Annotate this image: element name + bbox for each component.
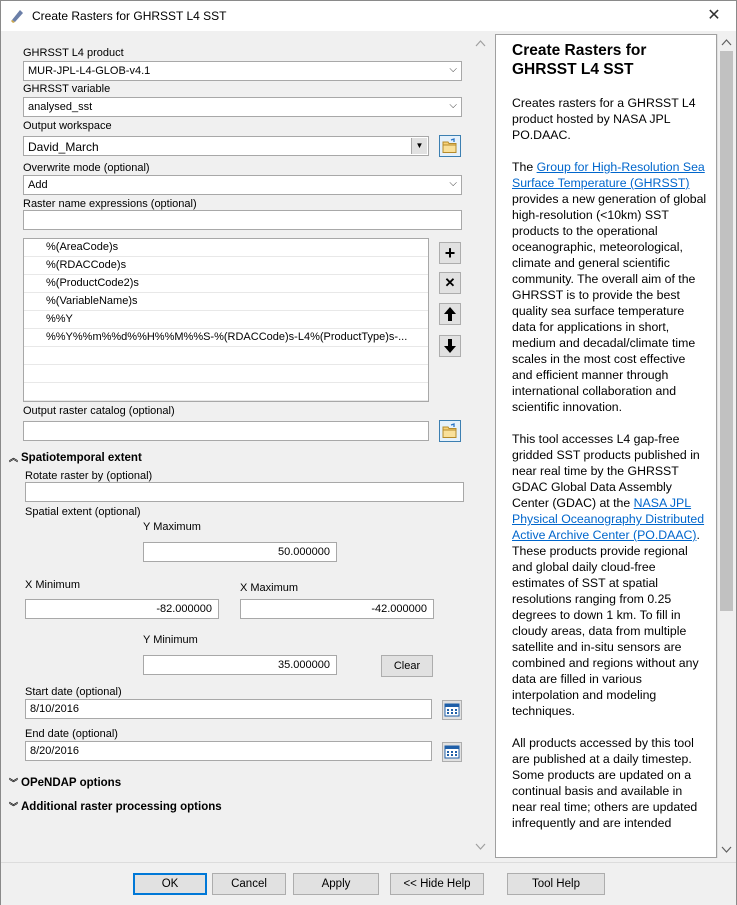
opendap-section-header[interactable] [9, 776, 121, 789]
clear-button[interactable]: Clear [381, 655, 433, 677]
scrollbar-thumb[interactable] [720, 51, 733, 611]
product-value: MUR-JPL-L4-GLOB-v4.1 [28, 65, 151, 77]
start-date-calendar-button[interactable] [442, 700, 462, 720]
help-text: provides a new generation of global high-resolution (<10km) SST products to the operational oceanographic, meteorological, climate and general scientific community. The overall aim of the GHRSST is to provide the best quality sea surface temperature data for applications in short, medium and decadal/climate time scales in the most cost effective and efficient manner through international collaboration and scientific innovation. [512, 192, 707, 414]
chevron-down-icon: ⌵ [449, 100, 457, 111]
product-select[interactable] [23, 61, 462, 81]
ymin-value: 35.000000 [278, 659, 330, 671]
add-item-button[interactable] [439, 242, 461, 264]
xmax-label: X Maximum [240, 582, 299, 594]
scroll-up-icon [718, 34, 735, 51]
xmax-input[interactable] [240, 599, 434, 619]
help-text: The [512, 160, 537, 174]
overwrite-select[interactable] [23, 175, 462, 195]
variable-value: analysed_sst [28, 101, 93, 113]
chevron-down-icon: ⌵ [449, 64, 457, 75]
podaac-link[interactable]: NASA JPL Physical Oceanography Distributed Active Archive Center (PO.DAAC) [512, 496, 705, 542]
remove-item-button[interactable] [439, 272, 461, 294]
list-item[interactable] [24, 383, 428, 401]
workspace-label: Output workspace [23, 120, 112, 132]
plus-icon: + [444, 243, 456, 263]
end-date-input[interactable] [25, 741, 432, 761]
apply-button[interactable]: Apply [293, 873, 379, 895]
button-bar [1, 862, 736, 905]
spatial-extent-label: Spatial extent (optional) [25, 506, 141, 518]
xmin-value: -82.000000 [156, 603, 212, 615]
help-scrollbar[interactable] [717, 34, 736, 858]
dropdown-arrow-icon[interactable]: ▼ [411, 138, 427, 154]
expand-icon: ︾ [9, 778, 19, 788]
spatiotemporal-title: Spatiotemporal extent [21, 452, 142, 464]
list-item[interactable] [24, 347, 428, 365]
ghrsst-link[interactable]: Group for High-Resolution Sea Surface Temperature (GHRSST) [512, 160, 705, 190]
catalog-browse-button[interactable] [439, 420, 461, 442]
end-date-calendar-button[interactable] [442, 742, 462, 762]
ymin-input[interactable] [143, 655, 337, 675]
overwrite-label: Overwrite mode (optional) [23, 162, 150, 174]
additional-title: Additional raster processing options [21, 801, 222, 813]
calendar-icon [443, 701, 461, 719]
product-label: GHRSST L4 product [23, 47, 124, 59]
workspace-value: David_March [28, 140, 99, 154]
tool-icon [9, 8, 25, 24]
calendar-icon [443, 743, 461, 761]
rotate-input[interactable] [25, 482, 464, 502]
help-paragraph [512, 159, 707, 415]
form-scrollbar[interactable] [472, 35, 489, 855]
help-panel [495, 34, 717, 858]
folder-icon [440, 421, 460, 441]
ymax-input[interactable] [143, 542, 337, 562]
up-arrow-icon [443, 306, 457, 322]
list-item[interactable]: %%Y [24, 311, 428, 329]
end-date-value: 8/20/2016 [30, 745, 79, 757]
catalog-input[interactable] [23, 421, 429, 441]
remove-icon: ✕ [444, 275, 456, 290]
spatiotemporal-section-header[interactable] [9, 451, 142, 464]
catalog-label: Output raster catalog (optional) [23, 405, 175, 417]
help-title: Create Rasters for GHRSST L4 SST [512, 42, 647, 78]
scroll-up-icon [472, 35, 489, 52]
raster-expr-list[interactable] [23, 238, 429, 402]
help-text: This tool accesses L4 gap-free gridded SST products published in near real time by the GHRSST GDAC Global Data Assembly Center (GDAC) at the [512, 432, 700, 510]
opendap-title: OPeNDAP options [21, 777, 122, 789]
ymax-label: Y Maximum [143, 521, 201, 533]
variable-label: GHRSST variable [23, 83, 111, 95]
workspace-combo[interactable] [23, 136, 429, 156]
scroll-down-icon [472, 838, 489, 855]
ymin-label: Y Minimum [143, 634, 198, 646]
help-paragraph: All products accessed by this tool are published at a daily timestep. Some products are updated on a continual basis and available in near real time; others are updated infrequently and are intended [512, 736, 698, 830]
start-date-value: 8/10/2016 [30, 703, 79, 715]
ok-button[interactable]: OK [133, 873, 207, 895]
chevron-down-icon: ⌵ [449, 178, 457, 189]
window-title: Create Rasters for GHRSST L4 SST [32, 9, 227, 23]
tool-help-button[interactable]: Tool Help [507, 873, 605, 895]
variable-select[interactable] [23, 97, 462, 117]
end-date-label: End date (optional) [25, 728, 118, 740]
move-up-button[interactable] [439, 303, 461, 325]
move-down-button[interactable] [439, 335, 461, 357]
list-item[interactable]: %(AreaCode)s [24, 239, 428, 257]
overwrite-value: Add [28, 179, 48, 191]
folder-icon [440, 136, 460, 156]
start-date-input[interactable] [25, 699, 432, 719]
list-item[interactable]: %(VariableName)s [24, 293, 428, 311]
help-paragraph [512, 431, 707, 719]
xmin-label: X Minimum [25, 579, 81, 591]
additional-section-header[interactable] [9, 800, 222, 813]
list-item[interactable]: %(ProductCode2)s [24, 275, 428, 293]
rotate-label: Rotate raster by (optional) [25, 470, 153, 482]
start-date-label: Start date (optional) [25, 686, 122, 698]
xmax-value: -42.000000 [371, 603, 427, 615]
title-bar [1, 1, 736, 31]
scroll-down-icon [718, 841, 735, 858]
help-text: . These products provide regional and global daily cloud-free estimates of SST at spatial resolutions ranging from 0.25 degrees to down 1 km. To fill in cloudy areas, data from multiple satellite and in-situ sensors are combined and regions without any data are filled in various interpolation and modeling techniques. [512, 528, 700, 718]
hide-help-button[interactable]: << Hide Help [390, 873, 484, 895]
cancel-button[interactable]: Cancel [212, 873, 286, 895]
list-item[interactable] [24, 365, 428, 383]
list-item[interactable]: %(RDACCode)s [24, 257, 428, 275]
expand-icon: ︾ [9, 802, 19, 812]
help-paragraph: Creates rasters for a GHRSST L4 product hosted by NASA JPL PO.DAAC. [512, 96, 696, 142]
raster-expr-label: Raster name expressions (optional) [23, 198, 197, 210]
workspace-browse-button[interactable] [439, 135, 461, 157]
list-item[interactable]: %%Y%%m%%d%%H%%M%%S-%(RDACCode)s-L4%(ProductType)s-... [24, 329, 428, 347]
down-arrow-icon [443, 338, 457, 354]
xmin-input[interactable] [25, 599, 219, 619]
ymax-value: 50.000000 [278, 546, 330, 558]
close-button[interactable]: ✕ [707, 7, 721, 24]
raster-expr-input[interactable] [23, 210, 462, 230]
collapse-icon: ︽ [9, 453, 19, 463]
